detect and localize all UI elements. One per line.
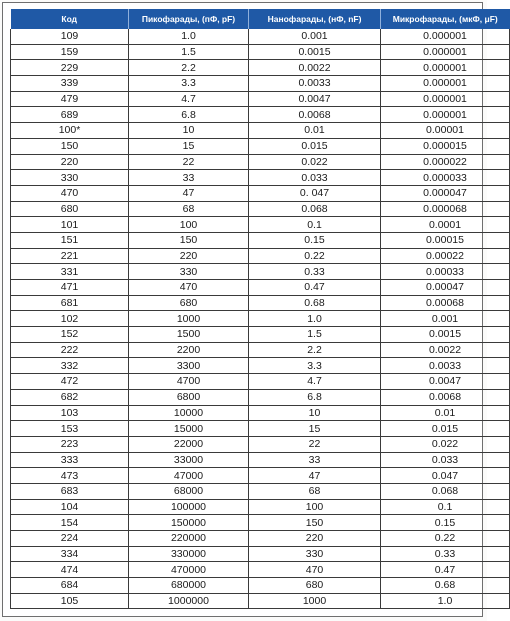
cell-picofarads: 4700 [129,374,249,390]
cell-nanofarads: 680 [249,578,381,594]
header-code: Код [11,9,129,29]
cell-nanofarads: 33 [249,452,381,468]
cell-microfarads: 0.00001 [381,123,510,139]
capacitor-code-table [10,9,510,609]
cell-microfarads: 0.01 [381,405,510,421]
table-row [11,185,510,201]
cell-code: 473 [11,468,129,484]
cell-picofarads: 15 [129,138,249,154]
cell-code: 334 [11,546,129,562]
cell-picofarads: 1000000 [129,593,249,609]
cell-code: 471 [11,280,129,296]
cell-nanofarads: 68 [249,483,381,499]
cell-picofarads: 10000 [129,405,249,421]
table-row [11,593,510,609]
table-row [11,562,510,578]
cell-microfarads: 0.000001 [381,107,510,123]
table-row [11,91,510,107]
cell-code: 683 [11,483,129,499]
cell-nanofarads: 0.68 [249,295,381,311]
cell-picofarads: 1500 [129,327,249,343]
cell-microfarads: 0.00033 [381,264,510,280]
cell-code: 680 [11,201,129,217]
cell-code: 229 [11,60,129,76]
cell-nanofarads: 150 [249,515,381,531]
table-row [11,44,510,60]
cell-code: 103 [11,405,129,421]
cell-microfarads: 0.22 [381,531,510,547]
table-row [11,421,510,437]
header-picofarads: Пикофарады, (пФ, pF) [129,9,249,29]
cell-nanofarads: 0.022 [249,154,381,170]
table-row [11,389,510,405]
cell-nanofarads: 0.0068 [249,107,381,123]
cell-code: 472 [11,374,129,390]
table-row [11,374,510,390]
cell-code: 330 [11,170,129,186]
cell-microfarads: 0.000033 [381,170,510,186]
cell-nanofarads: 0.47 [249,280,381,296]
header-microfarads: Микрофарады, (мкФ, μF) [381,9,510,29]
cell-microfarads: 0.068 [381,483,510,499]
cell-nanofarads: 1.5 [249,327,381,343]
cell-code: 223 [11,436,129,452]
cell-code: 151 [11,232,129,248]
cell-microfarads: 0.0033 [381,358,510,374]
table-row [11,201,510,217]
cell-picofarads: 3300 [129,358,249,374]
cell-nanofarads: 6.8 [249,389,381,405]
cell-picofarads: 100 [129,217,249,233]
cell-picofarads: 47000 [129,468,249,484]
cell-nanofarads: 0.015 [249,138,381,154]
cell-microfarads: 0.0015 [381,327,510,343]
cell-microfarads: 0.033 [381,452,510,468]
cell-nanofarads: 0.15 [249,232,381,248]
cell-nanofarads: 10 [249,405,381,421]
cell-nanofarads: 0. 047 [249,185,381,201]
cell-picofarads: 220000 [129,531,249,547]
table-row [11,29,510,44]
cell-picofarads: 33000 [129,452,249,468]
cell-code: 100* [11,123,129,139]
table-row [11,342,510,358]
cell-microfarads: 0.00015 [381,232,510,248]
cell-code: 332 [11,358,129,374]
table-row [11,60,510,76]
cell-code: 150 [11,138,129,154]
cell-picofarads: 6.8 [129,107,249,123]
table-row [11,327,510,343]
cell-nanofarads: 0.033 [249,170,381,186]
cell-microfarads: 0.000001 [381,29,510,44]
table-row [11,311,510,327]
table-row [11,76,510,92]
cell-code: 159 [11,44,129,60]
cell-nanofarads: 0.001 [249,29,381,44]
cell-nanofarads: 4.7 [249,374,381,390]
cell-nanofarads: 0.0015 [249,44,381,60]
cell-picofarads: 680 [129,295,249,311]
cell-nanofarads: 220 [249,531,381,547]
cell-picofarads: 33 [129,170,249,186]
cell-microfarads: 0.015 [381,421,510,437]
cell-microfarads: 0.000001 [381,44,510,60]
cell-nanofarads: 47 [249,468,381,484]
cell-picofarads: 68 [129,201,249,217]
cell-nanofarads: 0.068 [249,201,381,217]
cell-picofarads: 22 [129,154,249,170]
table-row [11,468,510,484]
cell-code: 474 [11,562,129,578]
cell-code: 681 [11,295,129,311]
cell-microfarads: 0.33 [381,546,510,562]
cell-nanofarads: 22 [249,436,381,452]
cell-microfarads: 0.000068 [381,201,510,217]
cell-microfarads: 0.022 [381,436,510,452]
cell-nanofarads: 1000 [249,593,381,609]
table-row [11,358,510,374]
cell-nanofarads: 0.01 [249,123,381,139]
table-row [11,217,510,233]
cell-microfarads: 0.00022 [381,248,510,264]
cell-code: 684 [11,578,129,594]
cell-nanofarads: 0.0022 [249,60,381,76]
cell-nanofarads: 0.0033 [249,76,381,92]
table-row [11,123,510,139]
table-row [11,248,510,264]
cell-code: 102 [11,311,129,327]
header-nanofarads: Нанофарады, (нФ, nF) [249,9,381,29]
cell-picofarads: 10 [129,123,249,139]
cell-code: 222 [11,342,129,358]
cell-picofarads: 150 [129,232,249,248]
cell-picofarads: 68000 [129,483,249,499]
cell-picofarads: 470 [129,280,249,296]
cell-picofarads: 220 [129,248,249,264]
cell-picofarads: 330000 [129,546,249,562]
cell-microfarads: 0.000001 [381,60,510,76]
cell-code: 224 [11,531,129,547]
cell-microfarads: 0.000001 [381,76,510,92]
table-row [11,578,510,594]
cell-code: 220 [11,154,129,170]
cell-code: 221 [11,248,129,264]
cell-microfarads: 0.0022 [381,342,510,358]
cell-picofarads: 22000 [129,436,249,452]
cell-picofarads: 6800 [129,389,249,405]
cell-microfarads: 0.000001 [381,91,510,107]
cell-picofarads: 1000 [129,311,249,327]
cell-picofarads: 2.2 [129,60,249,76]
cell-code: 101 [11,217,129,233]
table-row [11,295,510,311]
cell-microfarads: 1.0 [381,593,510,609]
cell-code: 682 [11,389,129,405]
cell-picofarads: 150000 [129,515,249,531]
cell-code: 333 [11,452,129,468]
cell-code: 109 [11,29,129,44]
cell-picofarads: 4.7 [129,91,249,107]
cell-picofarads: 330 [129,264,249,280]
cell-microfarads: 0.001 [381,311,510,327]
cell-picofarads: 2200 [129,342,249,358]
cell-nanofarads: 0.33 [249,264,381,280]
cell-nanofarads: 1.0 [249,311,381,327]
cell-picofarads: 47 [129,185,249,201]
table-row [11,531,510,547]
cell-microfarads: 0.047 [381,468,510,484]
table-header [11,9,510,29]
cell-microfarads: 0.1 [381,499,510,515]
cell-picofarads: 1.5 [129,44,249,60]
table-body [11,29,510,609]
cell-microfarads: 0.0001 [381,217,510,233]
cell-code: 104 [11,499,129,515]
cell-picofarads: 470000 [129,562,249,578]
cell-picofarads: 100000 [129,499,249,515]
cell-nanofarads: 100 [249,499,381,515]
cell-code: 331 [11,264,129,280]
cell-microfarads: 0.0068 [381,389,510,405]
table-row [11,436,510,452]
cell-microfarads: 0.00047 [381,280,510,296]
cell-microfarads: 0.000022 [381,154,510,170]
table-row [11,405,510,421]
cell-picofarads: 3.3 [129,76,249,92]
cell-microfarads: 0.00068 [381,295,510,311]
cell-nanofarads: 470 [249,562,381,578]
cell-code: 152 [11,327,129,343]
cell-picofarads: 15000 [129,421,249,437]
table-row [11,264,510,280]
cell-code: 339 [11,76,129,92]
cell-picofarads: 680000 [129,578,249,594]
table-row [11,483,510,499]
cell-microfarads: 0.0047 [381,374,510,390]
cell-microfarads: 0.68 [381,578,510,594]
cell-code: 689 [11,107,129,123]
cell-nanofarads: 15 [249,421,381,437]
header-row [11,9,510,29]
cell-code: 154 [11,515,129,531]
table-row [11,154,510,170]
cell-nanofarads: 0.1 [249,217,381,233]
table-row [11,107,510,123]
table-row [11,515,510,531]
cell-code: 153 [11,421,129,437]
cell-nanofarads: 0.22 [249,248,381,264]
cell-code: 479 [11,91,129,107]
cell-code: 470 [11,185,129,201]
cell-code: 105 [11,593,129,609]
table-row [11,546,510,562]
cell-nanofarads: 2.2 [249,342,381,358]
table-row [11,170,510,186]
cell-nanofarads: 330 [249,546,381,562]
table-row [11,138,510,154]
table-row [11,452,510,468]
cell-microfarads: 0.15 [381,515,510,531]
table-row [11,499,510,515]
cell-microfarads: 0.47 [381,562,510,578]
cell-nanofarads: 0.0047 [249,91,381,107]
cell-picofarads: 1.0 [129,29,249,44]
table-row [11,280,510,296]
cell-nanofarads: 3.3 [249,358,381,374]
cell-microfarads: 0.000047 [381,185,510,201]
table-row [11,232,510,248]
cell-microfarads: 0.000015 [381,138,510,154]
